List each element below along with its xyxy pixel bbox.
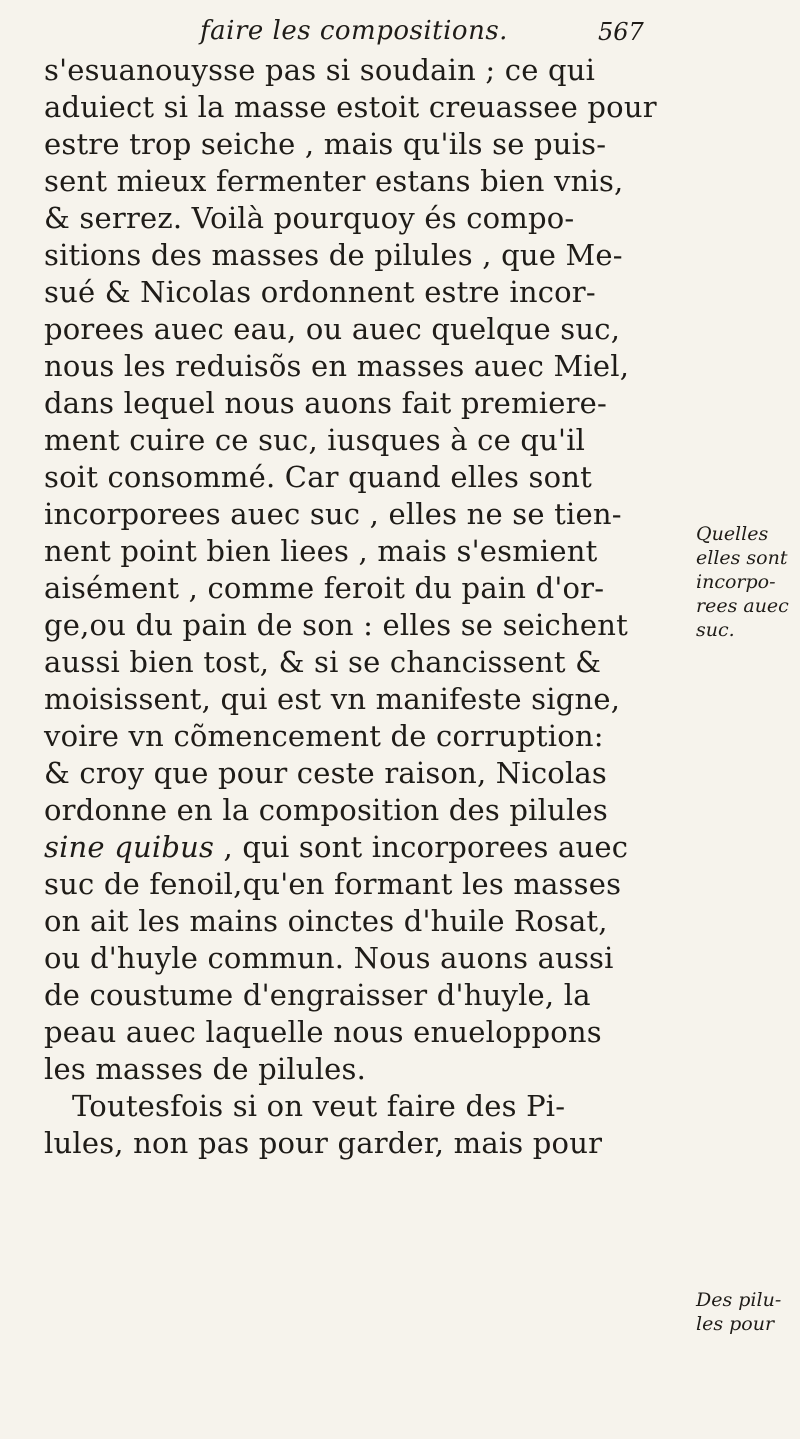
latin-phrase: sine quibus: [44, 830, 224, 864]
text-line: & serrez. Voilà pourquoy és compo-: [44, 201, 575, 235]
text-line-rest: , qui sont incorporees auec: [223, 830, 629, 864]
text-line: aduiect si la masse estoit creuassee pour: [44, 90, 657, 124]
running-title: faire les compositions.: [200, 16, 508, 46]
margin-note-line: incorpo-: [696, 571, 776, 593]
text-line: peau auec laquelle nous enueloppons: [44, 1015, 602, 1049]
text-line: dans lequel nous auons fait premiere-: [44, 386, 608, 420]
margin-note-line: Des pilu-: [696, 1289, 782, 1311]
text-line: soit consommé. Car quand elles sont: [44, 460, 593, 494]
margin-note-line: elles sont: [696, 547, 788, 569]
text-line: nent point bien liees , mais s'esmient: [44, 534, 598, 568]
text-line: de coustume d'engraisser d'huyle, la: [44, 978, 591, 1012]
text-line: lules, non pas pour garder, mais pour: [44, 1126, 603, 1160]
text-line: nous les reduisõs en masses auec Miel,: [44, 349, 630, 383]
text-line: sué & Nicolas ordonnent estre incor-: [44, 275, 596, 309]
text-line: porees auec eau, ou auec quelque suc,: [44, 312, 621, 346]
text-line: ordonne en la composition des pilules: [44, 793, 608, 827]
text-line: les masses de pilules.: [44, 1052, 367, 1086]
text-line: ou d'huyle commun. Nous auons aussi: [44, 941, 614, 975]
body-text: [44, 52, 734, 1162]
text-line: sent mieux fermenter estans bien vnis,: [44, 164, 624, 198]
text-line: aussi bien tost, & si se chancissent &: [44, 645, 602, 679]
margin-note-line: les pour: [696, 1313, 775, 1335]
text-line: & croy que pour ceste raison, Nicolas: [44, 756, 608, 790]
text-line: [44, 829, 734, 866]
text-line: ge,ou du pain de son : elles se seichent: [44, 608, 628, 642]
margin-note-line: rees auec: [696, 595, 789, 617]
text-line: s'esuanouysse pas si soudain ; ce qui: [44, 53, 596, 87]
margin-note-line: Quelles: [696, 523, 769, 545]
text-line: Toutesfois si on veut faire des Pi-: [72, 1089, 566, 1123]
text-line: estre trop seiche , mais qu'ils se puis-: [44, 127, 607, 161]
page-number: 567: [598, 18, 644, 46]
text-line: voire vn cõmencement de corruption:: [44, 719, 604, 753]
text-line: on ait les mains oinctes d'huile Rosat,: [44, 904, 608, 938]
text-line: incorporees auec suc , elles ne se tien-: [44, 497, 622, 531]
text-line: suc de fenoil,qu'en formant les masses: [44, 867, 622, 901]
text-line: aisément , comme feroit du pain d'or-: [44, 571, 605, 605]
text-line: sitions des masses de pilules , que Me-: [44, 238, 623, 272]
text-line: moisissent, qui est vn manifeste signe,: [44, 682, 621, 716]
page-header: [0, 10, 800, 50]
text-line: ment cuire ce suc, iusques à ce qu'il: [44, 423, 586, 457]
margin-note-line: suc.: [696, 619, 735, 641]
